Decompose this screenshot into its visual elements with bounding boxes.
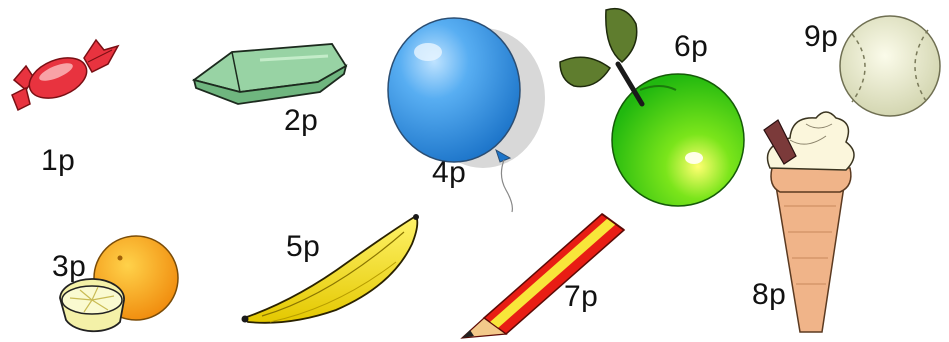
balloon-icon xyxy=(388,18,545,212)
price-label-ice-cream: 8p xyxy=(752,278,787,311)
price-label-banana: 5p xyxy=(286,230,321,263)
sweet-icon xyxy=(12,40,118,110)
apple-icon xyxy=(560,9,744,206)
price-label-orange: 3p xyxy=(52,250,87,283)
price-label-pencil: 7p xyxy=(564,280,599,313)
price-label-sweet: 1p xyxy=(41,144,76,177)
price-label-apple: 6p xyxy=(674,30,709,63)
rubber-icon xyxy=(194,44,346,104)
pencil-icon xyxy=(462,214,624,338)
ball-icon xyxy=(840,16,940,116)
banana-icon xyxy=(242,214,420,323)
price-label-balloon: 4p xyxy=(432,156,467,189)
price-label-ball: 9p xyxy=(804,20,839,53)
price-label-rubber: 2p xyxy=(284,104,319,137)
